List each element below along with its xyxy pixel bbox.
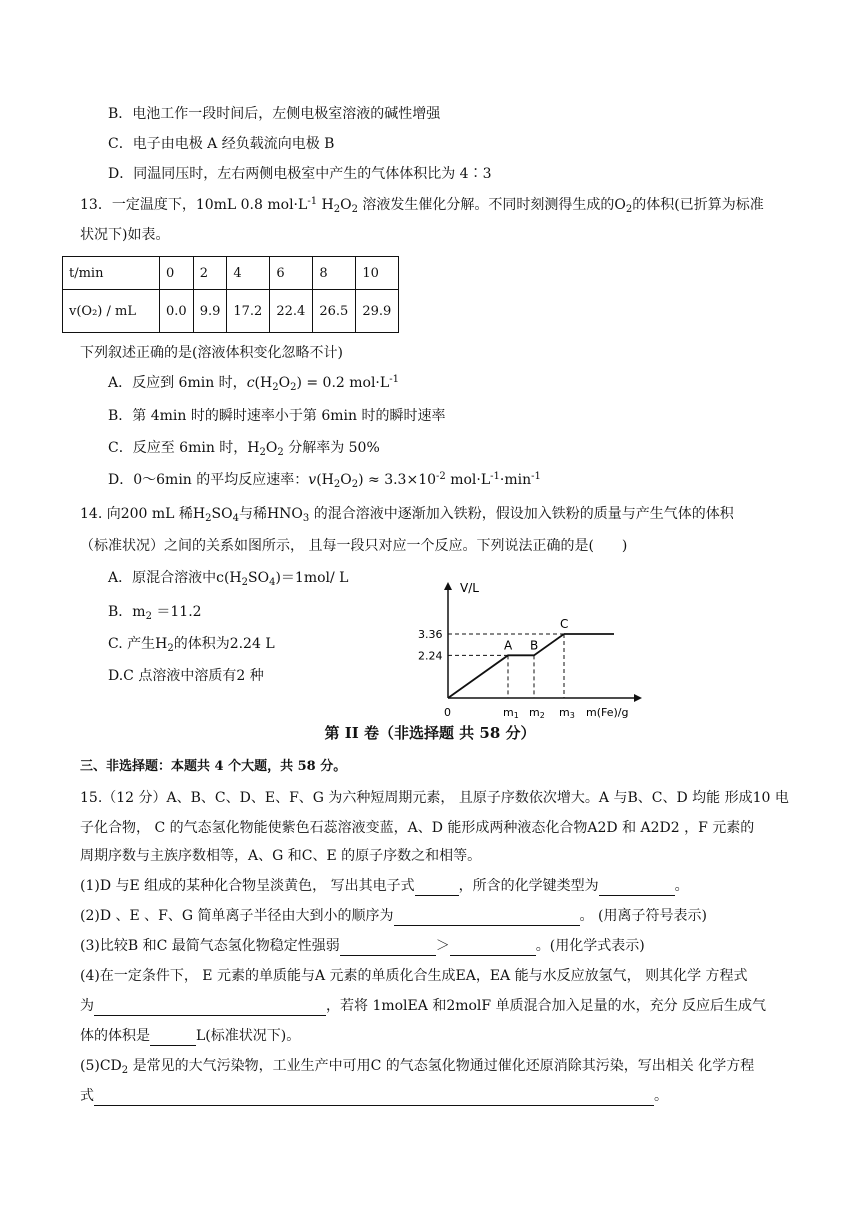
table-header-cell: t/min <box>63 257 160 290</box>
point-label: C <box>560 617 569 631</box>
point-label: B <box>530 638 539 653</box>
volume-vs-iron-chart <box>408 574 648 724</box>
q12-option-b: B．电池工作一段时间后，左侧电极室溶液的碱性增强 <box>108 106 441 122</box>
q15-part1: (1)D 与E 组成的某种化合物呈淡黄色， 写出其电子式 ，所含的化学键类型为 。 <box>80 878 689 894</box>
answer-blank[interactable] <box>394 909 580 926</box>
x-axis-label: m(Fe)/g <box>586 706 629 719</box>
x-axis-arrow <box>634 694 642 702</box>
table-header-cell: 6 <box>270 257 313 290</box>
q14-option-c: C. 产生$H_2$的体积为2.24 L <box>108 636 275 654</box>
q13-option-b: B．第 4min 时的瞬时速率小于第 6min 时的瞬时速率 <box>108 408 446 424</box>
q13-stem: 13．一定温度下，10mL 0.8 $mol\cdot L^{-1}$ $H_2O_2$ 溶液发生催化分解。不同时刻测得生成的$O_2$的体积(已折算为标准 <box>80 196 764 215</box>
answer-blank[interactable] <box>150 1029 196 1046</box>
q14-option-a: A．原混合溶液中$c(H_2SO_4)=1mol/$ L <box>108 570 349 588</box>
q13-option-d: D．0～6min 的平均反应速率：$v(H_2O_2) \approx 3.3\times 10^{-2}$ $mol\cdot L^{-1}\cdot\min^{-1}$ <box>108 471 541 490</box>
q12-option-c: C．电子由电极 A 经负载流向电极 B <box>108 136 335 152</box>
q13-option-a: A．反应到 6min 时，$c(H_2O_2) = 0.2$ $mol\cdot L^{-1}$ <box>108 374 399 393</box>
q15-stem-line1: 15.（12 分）A、B、C、D、E、F、G 为六种短周期元素， 且原子序数依次增大。A 与B、C、D 均能 形成10 电 <box>80 790 789 806</box>
x-tick-label: m3 <box>559 706 575 720</box>
q15-part2: (2)D 、E 、F、G 简单离子半径由大到小的顺序为 。 (用离子符号表示) <box>80 908 707 924</box>
q13-prompt: 下列叙述正确的是(溶液体积变化忽略不计) <box>80 345 343 361</box>
y-axis-label: V/L <box>460 581 479 595</box>
answer-blank[interactable] <box>94 999 326 1016</box>
q14-stem-cont: （标准状况）之间的关系如图所示， 且每一段只对应一个反应。下列说法正确的是( ) <box>80 538 628 554</box>
q15-part4-line2: 为 ，若将 1molEA 和2molF 单质混合加入足量的水，充分 反应后生成气 <box>80 998 767 1014</box>
table-cell: 22.4 <box>270 290 313 333</box>
answer-blank[interactable] <box>450 939 536 956</box>
q14-option-d: D.C 点溶液中溶质有2 种 <box>108 668 264 684</box>
q13-stem-cont: 状况下)如表。 <box>80 227 170 243</box>
q15-stem-line2: 子化合物， C 的气态氢化物能使紫色石蕊溶液变蓝，A、D 能形成两种液态化合物A2D 和 A2D2 ，F 元素的 <box>80 820 755 836</box>
answer-blank[interactable] <box>599 879 675 896</box>
table-cell: 29.9 <box>356 290 399 333</box>
table-cell: 9.9 <box>193 290 227 333</box>
section-title: 第 II 卷（非选择题 共 58 分） <box>324 724 536 742</box>
q12-option-d: D．同温同压时，左右两侧电极室中产生的气体体积比为 4∶3 <box>108 166 492 182</box>
table-cell: 0.0 <box>160 290 194 333</box>
answer-blank[interactable] <box>415 879 459 896</box>
table-cell: 17.2 <box>227 290 270 333</box>
x-tick-label: m1 <box>503 706 519 720</box>
answer-blank[interactable] <box>94 1089 654 1106</box>
table-row-label: v(O₂) / mL <box>63 290 160 333</box>
origin-label: 0 <box>444 706 451 719</box>
x-tick-label: m2 <box>529 706 545 720</box>
y-tick-label: 3.36 <box>418 628 443 641</box>
table-header-cell: 4 <box>227 257 270 290</box>
q15-part5-line1: $(5)CD_2$ 是常见的大气污染物，工业生产中可用C 的气态氢化物通过催化还原消除其污染，写出相关 化学方程 <box>80 1058 755 1076</box>
table-header-cell: 0 <box>160 257 194 290</box>
q15-part3: (3)比较B 和C 最简气态氢化物稳定性强弱 ＞ 。(用化学式表示) <box>80 938 645 954</box>
q13-option-c: C．反应至 6min 时，$H_2O_2$ 分解率为 50% <box>108 440 380 458</box>
point-label: A <box>504 638 513 653</box>
table-header-cell: 8 <box>313 257 356 290</box>
q15-stem-line3: 周期序数与主族序数相等，A、G 和C、E 的原子序数之和相等。 <box>80 848 482 864</box>
q14-option-b: B．$m_2 =11.2$ <box>108 604 202 622</box>
table-cell: 26.5 <box>313 290 356 333</box>
q13-table <box>62 256 399 333</box>
table-header-cell: 2 <box>193 257 227 290</box>
q15-part5-line2: 式 。 <box>80 1088 668 1104</box>
answer-blank[interactable] <box>340 939 436 956</box>
table-header-cell: 10 <box>356 257 399 290</box>
q15-part4-line1: (4)在一定条件下， E 元素的单质能与A 元素的单质化合生成EA，EA 能与水反应放氢气， 则其化学 方程式 <box>80 968 748 984</box>
part-three-heading: 三、非选择题：本题共 4 个大题，共 58 分。 <box>80 759 347 774</box>
q15-part4-line3: 体的体积是 L(标准状况下)。 <box>80 1028 301 1044</box>
y-axis-arrow <box>444 582 452 590</box>
q14-stem: 14. 向200 mL 稀$H_2SO_4$与稀$HNO_3$ 的混合溶液中逐渐加入铁粉，假设加入铁粉的质量与产生气体的体积 <box>80 506 734 524</box>
y-tick-label: 2.24 <box>418 649 443 663</box>
